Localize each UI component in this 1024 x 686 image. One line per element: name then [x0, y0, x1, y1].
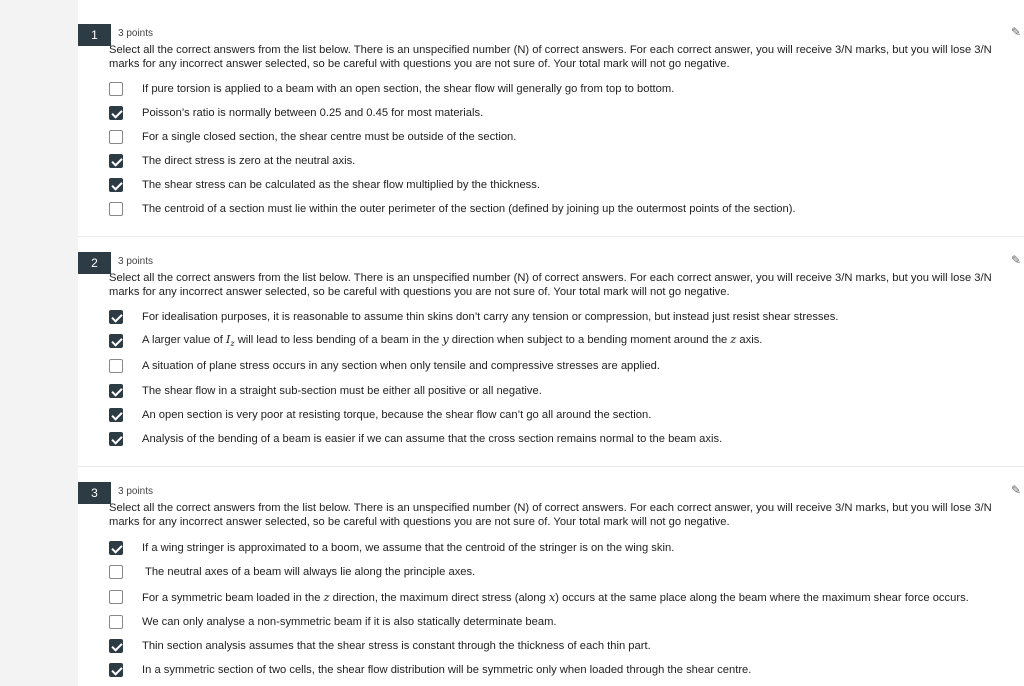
- option-label: Thin section analysis assumes that the shear stress is constant through the thickness of each thin part.: [142, 640, 651, 652]
- option-label: We can only analyse a non-symmetric beam if it is also statically determinate beam.: [142, 616, 557, 628]
- left-rail: [0, 0, 78, 686]
- option-checkbox[interactable]: [109, 130, 123, 144]
- pin-icon[interactable]: ✎: [1010, 25, 1021, 39]
- question-number: 1: [78, 24, 111, 46]
- option-label: Analysis of the bending of a beam is easier if we can assume that the cross section remains normal to the beam axis.: [142, 433, 723, 445]
- option-checkbox[interactable]: [109, 432, 123, 446]
- option-label: The shear flow in a straight sub-section must be either all positive or all negative.: [142, 385, 542, 397]
- answer-option[interactable]: [109, 588, 969, 606]
- question-points: 3 points: [118, 256, 154, 267]
- answer-option[interactable]: [109, 661, 751, 679]
- option-checkbox[interactable]: [109, 565, 123, 579]
- question-2: [78, 252, 1024, 462]
- option-checkbox[interactable]: [109, 82, 123, 96]
- option-checkbox[interactable]: [109, 310, 123, 324]
- option-label: If a wing stringer is approximated to a boom, we assume that the centroid of the stringer is on the wing skin.: [142, 542, 675, 554]
- option-label: The shear stress can be calculated as the shear flow multiplied by the thickness.: [142, 179, 540, 191]
- question-divider: [78, 236, 1024, 237]
- option-label: In a symmetric section of two cells, the shear flow distribution will be symmetric only when loaded through the shear centre.: [142, 664, 752, 676]
- answer-option[interactable]: [109, 308, 838, 326]
- question-prompt: Select all the correct answers from the list below. There is an unspecified number (N) of correct answers. For each correct answer, you will receive 3/N marks, but you will lose 3/N marks for any incorrect answer selected, so be careful with questions you are not sure of. Your total mark will not go negative.: [109, 502, 992, 528]
- question-points: 3 points: [118, 486, 154, 497]
- pin-icon[interactable]: ✎: [1010, 483, 1021, 497]
- option-checkbox[interactable]: [109, 178, 123, 192]
- option-label: For a single closed section, the shear centre must be outside of the section.: [142, 131, 517, 143]
- question-number: 3: [78, 482, 111, 504]
- option-label: If pure torsion is applied to a beam with an open section, the shear flow will generally go from top to bottom.: [142, 83, 675, 95]
- option-checkbox[interactable]: [109, 590, 123, 604]
- answer-option[interactable]: [109, 332, 762, 350]
- option-checkbox[interactable]: [109, 359, 123, 373]
- option-label: The centroid of a section must lie within the outer perimeter of the section (defined by joining up the outermost points of the section).: [142, 203, 796, 215]
- option-checkbox[interactable]: [109, 384, 123, 398]
- answer-option[interactable]: [109, 200, 796, 218]
- pin-icon[interactable]: ✎: [1010, 253, 1021, 267]
- option-label: For a symmetric beam loaded in the z direction, the maximum direct stress (along x) occurs at the same place along the beam where the maximum shear force occurs.: [142, 590, 969, 604]
- option-checkbox[interactable]: [109, 106, 123, 120]
- answer-option[interactable]: [109, 563, 475, 581]
- answer-option[interactable]: [109, 539, 674, 557]
- option-label: The neutral axes of a beam will always lie along the principle axes.: [145, 566, 476, 578]
- answer-option[interactable]: [109, 80, 674, 98]
- answer-option[interactable]: [109, 357, 660, 375]
- option-label: A situation of plane stress occurs in any section when only tensile and compressive stresses are applied.: [142, 360, 661, 372]
- question-divider: [78, 466, 1024, 467]
- option-checkbox[interactable]: [109, 202, 123, 216]
- option-checkbox[interactable]: [109, 541, 123, 555]
- question-prompt: Select all the correct answers from the list below. There is an unspecified number (N) of correct answers. For each correct answer, you will receive 3/N marks, but you will lose 3/N marks for any incorrect answer selected, so be careful with questions you are not sure of. Your total mark will not go negative.: [109, 272, 992, 298]
- option-checkbox[interactable]: [109, 663, 123, 677]
- answer-option[interactable]: [109, 406, 651, 424]
- question-3: [78, 482, 1024, 686]
- option-label: The direct stress is zero at the neutral axis.: [142, 155, 356, 167]
- option-label: A larger value of $I_z$ will lead to less bending of a beam in the y direction when subject to a bending moment around the z axis.: [142, 333, 763, 349]
- option-checkbox[interactable]: [109, 639, 123, 653]
- option-label: For idealisation purposes, it is reasonable to assume thin skins don’t carry any tension or compression, but instead just resist shear stresses.: [142, 311, 839, 323]
- answer-option[interactable]: [109, 382, 542, 400]
- option-label: An open section is very poor at resisting torque, because the shear flow can’t go all around the section.: [142, 409, 652, 421]
- option-checkbox[interactable]: [109, 154, 123, 168]
- option-label: Poisson’s ratio is normally between 0.25 and 0.45 for most materials.: [142, 107, 484, 119]
- question-points: 3 points: [118, 28, 154, 39]
- question-1: [78, 24, 1024, 234]
- answer-option[interactable]: [109, 637, 651, 655]
- answer-option[interactable]: [109, 430, 722, 448]
- answer-option[interactable]: [109, 613, 557, 631]
- answer-option[interactable]: [109, 176, 540, 194]
- answer-option[interactable]: [109, 128, 516, 146]
- answer-option[interactable]: [109, 104, 483, 122]
- option-checkbox[interactable]: [109, 334, 123, 348]
- question-prompt: Select all the correct answers from the list below. There is an unspecified number (N) of correct answers. For each correct answer, you will receive 3/N marks, but you will lose 3/N marks for any incorrect answer selected, so be careful with questions you are not sure of. Your total mark will not go negative.: [109, 44, 992, 70]
- option-checkbox[interactable]: [109, 615, 123, 629]
- answer-option[interactable]: [109, 152, 355, 170]
- option-checkbox[interactable]: [109, 408, 123, 422]
- question-number: 2: [78, 252, 111, 274]
